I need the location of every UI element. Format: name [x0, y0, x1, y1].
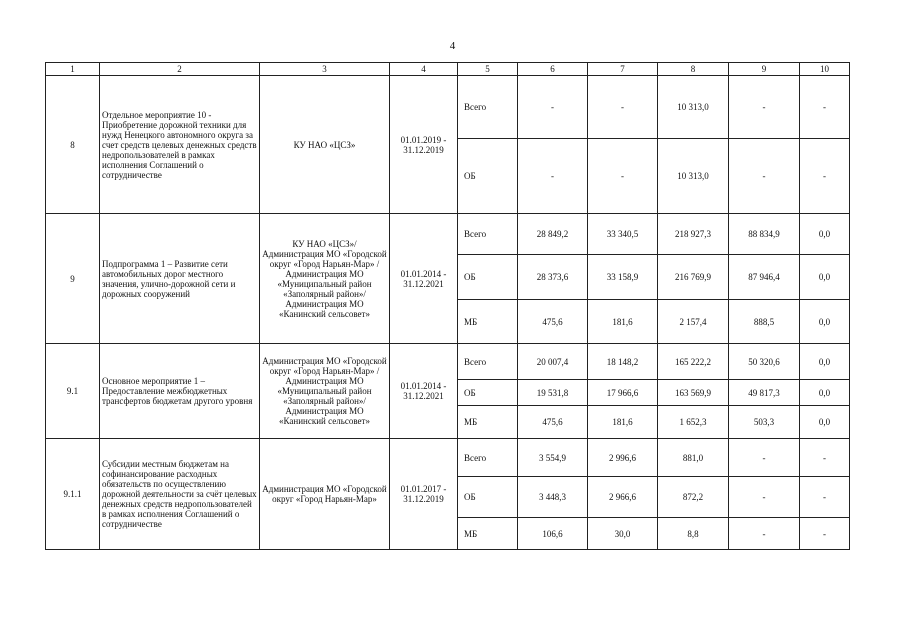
value-col8: 218 927,3: [658, 214, 729, 255]
executor: КУ НАО «ЦСЗ»/ Администрация МО «Городской округ «Город Нарьян-Мар» / Администрация МО «Муниципальный район «Заполярный район»/ Администрация МО «Канинский сельсовет»: [260, 214, 390, 344]
value-col10: 0,0: [800, 255, 850, 300]
funding-source: ОБ: [458, 477, 518, 518]
value-col6: 19 531,8: [518, 380, 588, 406]
value-col9: -: [729, 139, 800, 214]
period: 01.01.2019 - 31.12.2019: [390, 76, 458, 214]
value-col10: 0,0: [800, 406, 850, 439]
value-col6: 28 373,6: [518, 255, 588, 300]
funding-source: Всего: [458, 439, 518, 477]
value-col7: 17 966,6: [588, 380, 658, 406]
column-header: 4: [390, 63, 458, 76]
value-col7: 2 966,6: [588, 477, 658, 518]
value-col7: -: [588, 76, 658, 139]
budget-table: [45, 62, 850, 550]
row-id: 9: [46, 214, 100, 344]
value-col8: 1 652,3: [658, 406, 729, 439]
value-col10: 0,0: [800, 214, 850, 255]
value-col9: 88 834,9: [729, 214, 800, 255]
funding-source: МБ: [458, 406, 518, 439]
funding-source: Всего: [458, 76, 518, 139]
executor: КУ НАО «ЦСЗ»: [260, 76, 390, 214]
value-col9: 49 817,3: [729, 380, 800, 406]
column-header: 1: [46, 63, 100, 76]
value-col9: -: [729, 439, 800, 477]
column-header: 3: [260, 63, 390, 76]
value-col10: 0,0: [800, 300, 850, 344]
value-col7: 33 158,9: [588, 255, 658, 300]
value-col8: 10 313,0: [658, 139, 729, 214]
value-col8: 881,0: [658, 439, 729, 477]
value-col6: 28 849,2: [518, 214, 588, 255]
value-col6: -: [518, 76, 588, 139]
value-col10: -: [800, 477, 850, 518]
table-row: [46, 439, 850, 477]
value-col10: -: [800, 518, 850, 550]
value-col6: 20 007,4: [518, 344, 588, 380]
funding-source: МБ: [458, 518, 518, 550]
value-col7: 181,6: [588, 406, 658, 439]
funding-source: ОБ: [458, 255, 518, 300]
value-col8: 163 569,9: [658, 380, 729, 406]
measure-name: Основное мероприятие 1 – Предоставление межбюджетных трансфертов бюджетам другого уровня: [100, 344, 260, 439]
period: 01.01.2014 - 31.12.2021: [390, 344, 458, 439]
funding-source: Всего: [458, 344, 518, 380]
value-col9: 503,3: [729, 406, 800, 439]
column-number-row: [46, 63, 850, 76]
value-col8: 2 157,4: [658, 300, 729, 344]
value-col9: -: [729, 518, 800, 550]
value-col6: 475,6: [518, 406, 588, 439]
period: 01.01.2014 - 31.12.2021: [390, 214, 458, 344]
value-col7: 2 996,6: [588, 439, 658, 477]
value-col7: 181,6: [588, 300, 658, 344]
column-header: 6: [518, 63, 588, 76]
value-col10: -: [800, 139, 850, 214]
table-row: [46, 214, 850, 255]
executor: Администрация МО «Городской округ «Город Нарьян-Мар»: [260, 439, 390, 550]
executor: Администрация МО «Городской округ «Город Нарьян-Мар» / Администрация МО «Муниципальный район «Заполярный район»/ Администрация МО «Канинский сельсовет»: [260, 344, 390, 439]
column-header: 5: [458, 63, 518, 76]
table-row: [46, 76, 850, 139]
value-col6: 475,6: [518, 300, 588, 344]
value-col9: 50 320,6: [729, 344, 800, 380]
value-col9: -: [729, 76, 800, 139]
column-header: 8: [658, 63, 729, 76]
funding-source: ОБ: [458, 380, 518, 406]
value-col8: 10 313,0: [658, 76, 729, 139]
value-col10: 0,0: [800, 380, 850, 406]
page-number: 4: [449, 40, 456, 52]
value-col9: -: [729, 477, 800, 518]
value-col7: 18 148,2: [588, 344, 658, 380]
value-col8: 165 222,2: [658, 344, 729, 380]
value-col9: 87 946,4: [729, 255, 800, 300]
period: 01.01.2017 - 31.12.2019: [390, 439, 458, 550]
value-col10: -: [800, 439, 850, 477]
funding-source: ОБ: [458, 139, 518, 214]
value-col7: 30,0: [588, 518, 658, 550]
funding-source: Всего: [458, 214, 518, 255]
funding-source: МБ: [458, 300, 518, 344]
column-header: 9: [729, 63, 800, 76]
row-id: 8: [46, 76, 100, 214]
row-id: 9.1: [46, 344, 100, 439]
value-col7: 33 340,5: [588, 214, 658, 255]
row-id: 9.1.1: [46, 439, 100, 550]
value-col8: 8,8: [658, 518, 729, 550]
measure-name: Отдельное мероприятие 10 - Приобретение дорожной техники для нужд Ненецкого автономного округа за счет средств целевых денежных средств недропользователей в рамках исполнения Соглашений о сотрудничестве: [100, 76, 260, 214]
table-row: [46, 344, 850, 380]
value-col9: 888,5: [729, 300, 800, 344]
value-col10: -: [800, 76, 850, 139]
column-header: 2: [100, 63, 260, 76]
measure-name: Субсидии местным бюджетам на софинансирование расходных обязательств по осуществлению дорожной деятельности за счёт целевых денежных средств недропользователей в рамках исполнения Соглашений о сотрудничестве: [100, 439, 260, 550]
column-header: 10: [800, 63, 850, 76]
value-col10: 0,0: [800, 344, 850, 380]
value-col6: 106,6: [518, 518, 588, 550]
value-col8: 872,2: [658, 477, 729, 518]
value-col6: 3 554,9: [518, 439, 588, 477]
value-col6: -: [518, 139, 588, 214]
value-col6: 3 448,3: [518, 477, 588, 518]
value-col8: 216 769,9: [658, 255, 729, 300]
column-header: 7: [588, 63, 658, 76]
value-col7: -: [588, 139, 658, 214]
measure-name: Подпрограмма 1 – Развитие сети автомобильных дорог местного значения, улично-дорожной сети и дорожных сооружений: [100, 214, 260, 344]
